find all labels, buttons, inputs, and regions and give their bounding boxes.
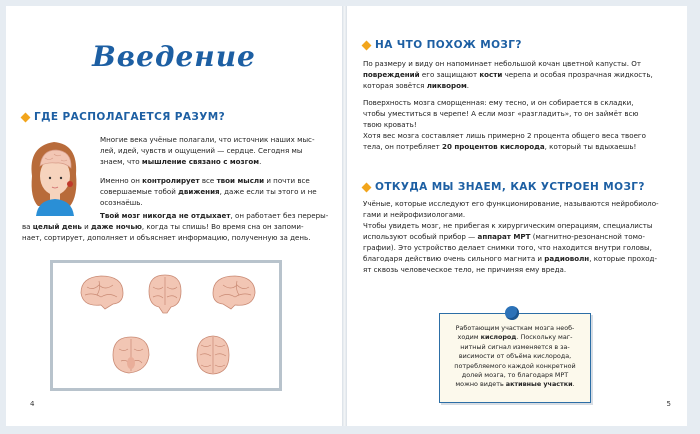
text-span: .	[572, 380, 575, 389]
text-line: Работающим участкам мозга необ-	[455, 324, 575, 332]
text-span: и	[81, 222, 91, 231]
text-span: , который ты вдыхаешь!	[544, 142, 637, 151]
text-line: гами и нейрофизиологами.	[363, 210, 466, 219]
bold-text: целый день	[32, 222, 82, 231]
text-line: нает, сортирует, дополняет и объясняет информацию, полученную за день.	[22, 233, 311, 242]
bold-text: контролирует	[142, 176, 200, 185]
text-line: нитный сигнал изменяется в за-	[460, 342, 570, 351]
section-heading-mind	[22, 111, 225, 123]
text-line	[363, 231, 681, 242]
bold-text: движения	[178, 187, 220, 196]
text-line: потребляемого каждой конкретной	[454, 361, 576, 370]
text-span: черепа и особая прозрачная жидкость,	[502, 70, 653, 79]
text-span: совершаемые тобой	[100, 187, 179, 196]
heading-text: ОТКУДА МЫ ЗНАЕМ, КАК УСТРОЕН МОЗГ?	[375, 181, 645, 193]
paragraph-folds	[363, 97, 681, 130]
text-line: лей, идей, чувств и ощущений — сердце. Сегодня мы	[100, 146, 303, 155]
text-line	[363, 69, 681, 80]
text-span: ходим	[457, 333, 481, 342]
text-span: , он работает без переры-	[230, 211, 329, 220]
text-span: благодаря действию очень сильного магнита и	[363, 254, 545, 263]
page-number: 4	[30, 400, 35, 408]
text-line: Чтобы увидеть мозг, не прибегая к хирургическим операциям, специалисты	[363, 221, 653, 230]
text-span: (магнитно-резонансной томо-	[530, 232, 645, 241]
text-span: все	[199, 176, 217, 185]
brain-top-view-icon	[191, 333, 235, 377]
text-line	[100, 210, 332, 221]
text-line: твою кровать!	[363, 120, 417, 129]
paragraph-intro	[100, 134, 332, 167]
text-span: , когда ты спишь! Во время сна он запоми-	[141, 222, 304, 231]
bold-text: ликвором	[426, 81, 467, 90]
text-line	[363, 141, 681, 152]
brain-side-view-icon	[77, 273, 127, 313]
bold-text: кислород	[480, 333, 517, 342]
text-line	[363, 80, 681, 91]
brain-views-figure	[50, 260, 282, 391]
section-heading-looks	[363, 39, 522, 51]
paragraph-oxygen	[363, 130, 681, 152]
text-span: можно видеть	[455, 380, 506, 389]
bold-text: кости	[479, 70, 503, 79]
text-span: . Поскольку маг-	[516, 333, 573, 342]
girl-brain-illustration	[26, 136, 82, 216]
text-line: По размеру и виду он напоминает небольшой кочан цветной капусты. От	[363, 59, 641, 68]
bold-text: повреждений	[363, 70, 420, 79]
text-span: которая зовётся	[363, 81, 427, 90]
text-span: .	[466, 81, 470, 90]
text-span: .	[259, 157, 262, 166]
text-line	[100, 186, 332, 197]
text-span: знаем, что	[100, 157, 142, 166]
bold-text: 20 процентов кислорода	[442, 142, 545, 151]
note-card	[439, 313, 591, 403]
paragraph-scientists	[363, 198, 681, 220]
text-line: Многие века учёные полагали, что источник наших мыс-	[100, 135, 315, 144]
diamond-bullet-icon	[21, 112, 31, 122]
heading-text: НА ЧТО ПОХОЖ МОЗГ?	[375, 39, 522, 51]
bold-text: даже ночью	[90, 222, 142, 231]
bold-text: аппарат МРТ	[477, 232, 531, 241]
brain-front-view-icon	[145, 271, 185, 315]
bold-text: твои мысли	[216, 176, 265, 185]
paragraph-cabbage	[363, 58, 681, 91]
text-line	[100, 175, 332, 186]
text-line	[100, 156, 332, 167]
text-span: Именно он	[100, 176, 143, 185]
paragraph-never-rests-b	[22, 221, 334, 243]
text-line: Учёные, которые исследуют его функционирование, называются нейробиоло-	[363, 199, 659, 208]
bold-text: Твой мозг никогда не отдыхает	[100, 211, 231, 220]
paragraph-never-rests-a	[100, 210, 332, 221]
left-page	[6, 6, 342, 426]
heading-text: ГДЕ РАСПОЛАГАЕТСЯ РАЗУМ?	[34, 111, 226, 123]
text-line: чтобы уместиться в черепе! А если мозг «разгладить», то он займёт всю	[363, 109, 639, 118]
text-span: , даже если ты этого и не	[219, 187, 317, 196]
text-span: и почти все	[264, 176, 310, 185]
text-span: , которые проход-	[589, 254, 658, 263]
bold-text: радиоволн	[544, 254, 590, 263]
text-line: Поверхность мозга сморщенная: ему тесно, и он собирается в складки,	[363, 98, 634, 107]
text-line	[448, 333, 582, 342]
text-line	[22, 221, 334, 232]
paragraph-mri	[363, 220, 681, 275]
bold-text: активные участки	[505, 380, 573, 389]
paragraph-control	[100, 175, 332, 208]
text-line: графии). Это устройство делает снимки того, что находится внутри головы,	[363, 243, 652, 252]
text-line: Хотя вес мозга составляет лишь примерно 2 процента общего веса твоего	[363, 131, 647, 140]
text-line	[448, 380, 582, 389]
diamond-bullet-icon	[362, 182, 372, 192]
text-span: используют особый прибор —	[363, 232, 478, 241]
section-heading-how-we-know	[363, 181, 645, 193]
brain-bottom-view-icon	[109, 333, 153, 377]
text-line	[363, 253, 681, 264]
page-title: Введение	[92, 40, 256, 73]
pushpin-icon	[505, 306, 519, 320]
text-span: ва	[22, 222, 33, 231]
text-line: висимости от объёма кислорода,	[458, 352, 572, 361]
text-span: тела, он потребляет	[363, 142, 443, 151]
page-number: 5	[666, 400, 671, 408]
text-line: осознаёшь.	[100, 198, 143, 207]
text-line: ят сквозь человеческое тело, не причиняя ему вреда.	[363, 265, 567, 274]
brain-side-view-right-icon	[209, 273, 259, 313]
text-span: его защищают	[419, 70, 480, 79]
diamond-bullet-icon	[362, 40, 372, 50]
right-page	[347, 6, 687, 426]
bold-text: мышление связано с мозгом	[141, 157, 260, 166]
text-line: долей мозга, то благодаря МРТ	[461, 371, 569, 380]
